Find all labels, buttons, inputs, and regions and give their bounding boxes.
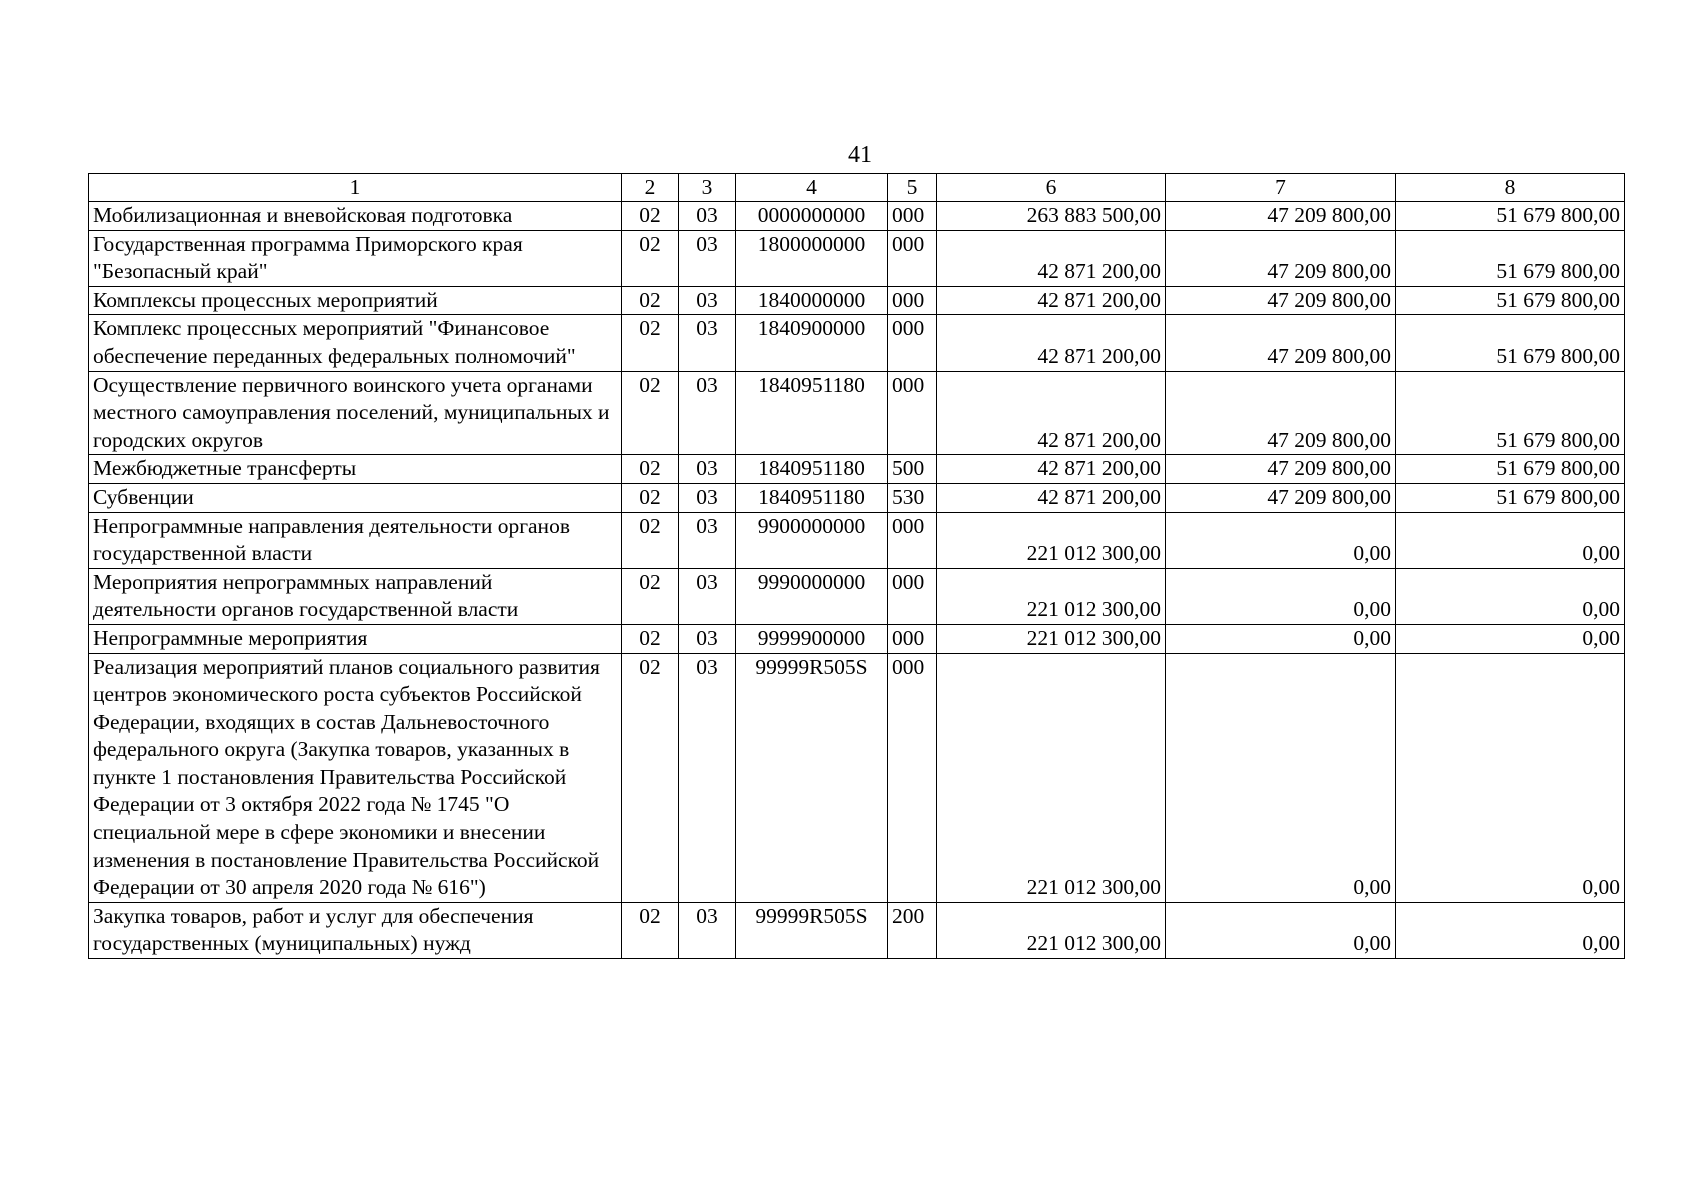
row-name: Реализация мероприятий планов социального развития центров экономического роста субъектов Российской Федерации, входящих в состав Дальневосточного федерального округа (Закупка товаров, указанных в пункте 1 постановления Правительства Российской Федерации от 3 октября 2022 года № 1745 "О специальной мере в сфере экономики и внесении изменения в постановление Правительства Российской Федерации от 30 апреля 2020 года № 616") <box>89 653 622 902</box>
row-amount-col8: 0,00 <box>1396 653 1625 902</box>
row-amount-col7: 47 209 800,00 <box>1166 286 1396 315</box>
column-header-8: 8 <box>1396 174 1625 202</box>
table-row <box>89 371 1625 455</box>
table-row <box>89 624 1625 653</box>
row-section-code: 02 <box>622 483 679 512</box>
row-section-code: 02 <box>622 315 679 371</box>
row-expense-type-code: 000 <box>888 512 937 568</box>
column-header-5: 5 <box>888 174 937 202</box>
table-header-row <box>89 174 1625 202</box>
row-amount-col7: 0,00 <box>1166 902 1396 958</box>
row-expense-type-code: 000 <box>888 371 937 455</box>
row-amount-col6: 42 871 200,00 <box>937 230 1166 286</box>
row-target-article-code: 9900000000 <box>736 512 888 568</box>
column-header-6: 6 <box>937 174 1166 202</box>
row-amount-col6: 42 871 200,00 <box>937 315 1166 371</box>
row-amount-col7: 0,00 <box>1166 653 1396 902</box>
row-expense-type-code: 530 <box>888 483 937 512</box>
row-amount-col8: 51 679 800,00 <box>1396 371 1625 455</box>
row-name: Осуществление первичного воинского учета органами местного самоуправления поселений, муниципальных и городских округов <box>89 371 622 455</box>
row-amount-col8: 51 679 800,00 <box>1396 455 1625 484</box>
row-expense-type-code: 000 <box>888 230 937 286</box>
row-section-code: 02 <box>622 653 679 902</box>
column-header-2: 2 <box>622 174 679 202</box>
row-target-article-code: 99999R505S <box>736 902 888 958</box>
row-name: Мероприятия непрограммных направлений деятельности органов государственной власти <box>89 568 622 624</box>
row-amount-col8: 51 679 800,00 <box>1396 286 1625 315</box>
row-amount-col8: 51 679 800,00 <box>1396 315 1625 371</box>
row-subsection-code: 03 <box>679 315 736 371</box>
row-target-article-code: 1840900000 <box>736 315 888 371</box>
row-expense-type-code: 500 <box>888 455 937 484</box>
row-section-code: 02 <box>622 624 679 653</box>
row-amount-col6: 221 012 300,00 <box>937 568 1166 624</box>
row-amount-col8: 0,00 <box>1396 568 1625 624</box>
row-name: Комплексы процессных мероприятий <box>89 286 622 315</box>
row-amount-col7: 47 209 800,00 <box>1166 315 1396 371</box>
table-row <box>89 315 1625 371</box>
row-subsection-code: 03 <box>679 455 736 484</box>
page-number: 41 <box>848 142 872 168</box>
table-row <box>89 455 1625 484</box>
row-name: Комплекс процессных мероприятий "Финансовое обеспечение переданных федеральных полномочий" <box>89 315 622 371</box>
row-name: Государственная программа Приморского края "Безопасный край" <box>89 230 622 286</box>
row-expense-type-code: 200 <box>888 902 937 958</box>
row-amount-col6: 221 012 300,00 <box>937 653 1166 902</box>
table-row <box>89 483 1625 512</box>
row-amount-col6: 42 871 200,00 <box>937 371 1166 455</box>
row-name: Непрограммные направления деятельности органов государственной власти <box>89 512 622 568</box>
row-target-article-code: 1840951180 <box>736 455 888 484</box>
budget-table <box>88 173 1625 959</box>
row-expense-type-code: 000 <box>888 202 937 231</box>
row-section-code: 02 <box>622 568 679 624</box>
row-section-code: 02 <box>622 902 679 958</box>
row-subsection-code: 03 <box>679 230 736 286</box>
row-subsection-code: 03 <box>679 286 736 315</box>
row-section-code: 02 <box>622 512 679 568</box>
row-section-code: 02 <box>622 455 679 484</box>
row-expense-type-code: 000 <box>888 653 937 902</box>
row-target-article-code: 1840951180 <box>736 483 888 512</box>
row-target-article-code: 1840951180 <box>736 371 888 455</box>
row-amount-col8: 0,00 <box>1396 902 1625 958</box>
row-amount-col6: 221 012 300,00 <box>937 512 1166 568</box>
row-amount-col8: 0,00 <box>1396 512 1625 568</box>
row-name: Непрограммные мероприятия <box>89 624 622 653</box>
row-name: Мобилизационная и вневойсковая подготовка <box>89 202 622 231</box>
row-amount-col8: 51 679 800,00 <box>1396 202 1625 231</box>
table-row <box>89 230 1625 286</box>
row-amount-col6: 221 012 300,00 <box>937 624 1166 653</box>
row-amount-col7: 47 209 800,00 <box>1166 455 1396 484</box>
table-row <box>89 512 1625 568</box>
table-row <box>89 568 1625 624</box>
row-amount-col7: 0,00 <box>1166 624 1396 653</box>
row-amount-col8: 0,00 <box>1396 624 1625 653</box>
row-target-article-code: 1800000000 <box>736 230 888 286</box>
row-section-code: 02 <box>622 230 679 286</box>
row-subsection-code: 03 <box>679 653 736 902</box>
row-name: Субвенции <box>89 483 622 512</box>
row-amount-col7: 0,00 <box>1166 512 1396 568</box>
column-header-3: 3 <box>679 174 736 202</box>
table-row <box>89 286 1625 315</box>
row-target-article-code: 0000000000 <box>736 202 888 231</box>
row-target-article-code: 9999900000 <box>736 624 888 653</box>
table-row <box>89 202 1625 231</box>
row-amount-col7: 47 209 800,00 <box>1166 230 1396 286</box>
row-section-code: 02 <box>622 371 679 455</box>
row-expense-type-code: 000 <box>888 315 937 371</box>
row-name: Закупка товаров, работ и услуг для обеспечения государственных (муниципальных) нужд <box>89 902 622 958</box>
row-expense-type-code: 000 <box>888 568 937 624</box>
row-amount-col6: 221 012 300,00 <box>937 902 1166 958</box>
row-target-article-code: 9990000000 <box>736 568 888 624</box>
row-subsection-code: 03 <box>679 371 736 455</box>
table-row <box>89 653 1625 902</box>
row-amount-col7: 47 209 800,00 <box>1166 483 1396 512</box>
row-amount-col7: 0,00 <box>1166 568 1396 624</box>
row-amount-col6: 42 871 200,00 <box>937 286 1166 315</box>
row-expense-type-code: 000 <box>888 624 937 653</box>
row-subsection-code: 03 <box>679 568 736 624</box>
row-name: Межбюджетные трансферты <box>89 455 622 484</box>
row-subsection-code: 03 <box>679 483 736 512</box>
column-header-1: 1 <box>89 174 622 202</box>
row-section-code: 02 <box>622 202 679 231</box>
row-subsection-code: 03 <box>679 902 736 958</box>
row-amount-col8: 51 679 800,00 <box>1396 483 1625 512</box>
row-target-article-code: 1840000000 <box>736 286 888 315</box>
row-subsection-code: 03 <box>679 202 736 231</box>
row-amount-col6: 42 871 200,00 <box>937 455 1166 484</box>
row-expense-type-code: 000 <box>888 286 937 315</box>
row-amount-col8: 51 679 800,00 <box>1396 230 1625 286</box>
table-row <box>89 902 1625 958</box>
row-subsection-code: 03 <box>679 512 736 568</box>
row-amount-col7: 47 209 800,00 <box>1166 371 1396 455</box>
row-section-code: 02 <box>622 286 679 315</box>
column-header-4: 4 <box>736 174 888 202</box>
row-target-article-code: 99999R505S <box>736 653 888 902</box>
row-subsection-code: 03 <box>679 624 736 653</box>
row-amount-col7: 47 209 800,00 <box>1166 202 1396 231</box>
row-amount-col6: 42 871 200,00 <box>937 483 1166 512</box>
column-header-7: 7 <box>1166 174 1396 202</box>
row-amount-col6: 263 883 500,00 <box>937 202 1166 231</box>
